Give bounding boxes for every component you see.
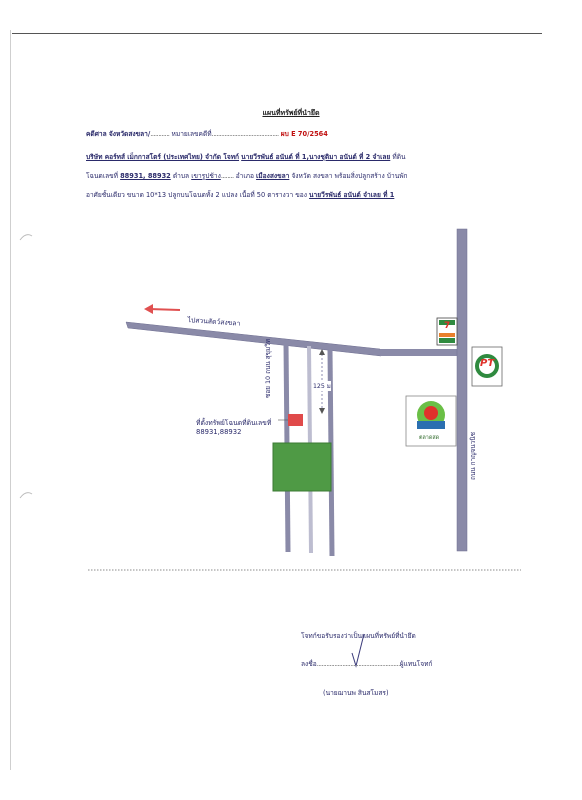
main-road-label: ถนน กาญจนวนิช (469, 432, 477, 480)
case-line: คดีศาล จังหวัดสงขลา/............ หมายเลขคดีที่.......................................... ผบ E 70/2564 (86, 130, 328, 138)
distance-arrow-bottom (319, 408, 325, 414)
left-margin-mark-1 (20, 235, 32, 240)
owner-name: นายวีรพันธ์ อนันต์ จำเลย ที่ 1 (309, 191, 395, 199)
sign-suffix: ผู้แทนโจทก์ (399, 660, 433, 668)
plaintiff-name: บริษัท คอร์ทส์ เม็กกาสโตร์ (ประเทศไทย) จำกัด โจทก์ (86, 153, 240, 161)
signature-line: ลงชื่อ....................................................ผู้แทนโจทก์ (301, 660, 433, 668)
property-label: ที่ตั้งทรัพย์โฉนดที่ดินเลขที่ (196, 419, 272, 427)
signer-name: (นายฌานพ สินสโมสร) (323, 689, 389, 697)
buildings-text: พร้อมสิ่งปลูกสร้าง บ้านพัก (334, 172, 408, 180)
subdistrict-value: เขารูปช้าง (191, 172, 221, 180)
land-label: ที่ดิน (392, 153, 406, 161)
soi-label: ซอย 10 ถนน สุขุมวิท (264, 338, 272, 398)
main-road (457, 229, 467, 551)
building-block (273, 443, 331, 491)
document-title: แผนที่ทรัพย์ที่นำยึด (262, 109, 320, 117)
seven-eleven-number: 7 (444, 321, 451, 331)
certify-text: โจทก์ขอรับรองว่าเป็นแผนที่ทรัพย์ที่นำยึด (301, 632, 416, 640)
zoo-direction-label: ไปสวนสัตว์สงขลา (187, 315, 241, 328)
deed-label: โฉนดเลขที่ (86, 172, 118, 180)
property-numbers: 88931,88932 (196, 428, 242, 436)
deed-numbers: 88931, 88932 (120, 172, 171, 180)
court-label: คดีศาล จังหวัดสงขลา/ (86, 130, 151, 138)
market-label: ตลาดสด (419, 435, 440, 441)
red-case-number: ผบ E 70/2564 (280, 130, 328, 138)
subdistrict-label: ตำบล (172, 172, 190, 180)
property-marker (288, 414, 303, 426)
province-value: จังหวัด สงขลา (291, 172, 333, 180)
left-margin-mark-2 (20, 493, 32, 498)
direction-arrow (149, 309, 180, 310)
distance-label: 125 ม (313, 383, 331, 390)
deed-line: โฉนดเลขที่ 88931, 88932 ตำบล เขารูปช้าง........ อำเภอ เมืองสงขลา จังหวัด สงขลา พร้อมสิ่งปลูกสร้าง บ้านพัก (86, 172, 408, 180)
direction-arrow-head (144, 304, 153, 314)
description-text: อาศัยชั้นเดียว ขนาด 10*13 ปลูกบนโฉนดทั้ง 2 แปลง เนื้อที่ 50 ตารางวา ของ (86, 191, 307, 199)
defendant-names: นายวีรพันธ์ อนันต์ ที่ 1,นางชุติมา อนันต์ ที่ 2 จำเลย (241, 153, 391, 161)
link-road (380, 349, 460, 356)
black-case-label: หมายเลขคดีที่ (171, 130, 212, 138)
pt-logo-text: PT (480, 358, 495, 369)
district-label: อำเภอ (235, 172, 254, 180)
district-value: เมืองสงขลา (256, 172, 290, 180)
road-to-zoo (126, 322, 381, 356)
sign-prefix: ลงชื่อ (301, 660, 317, 668)
